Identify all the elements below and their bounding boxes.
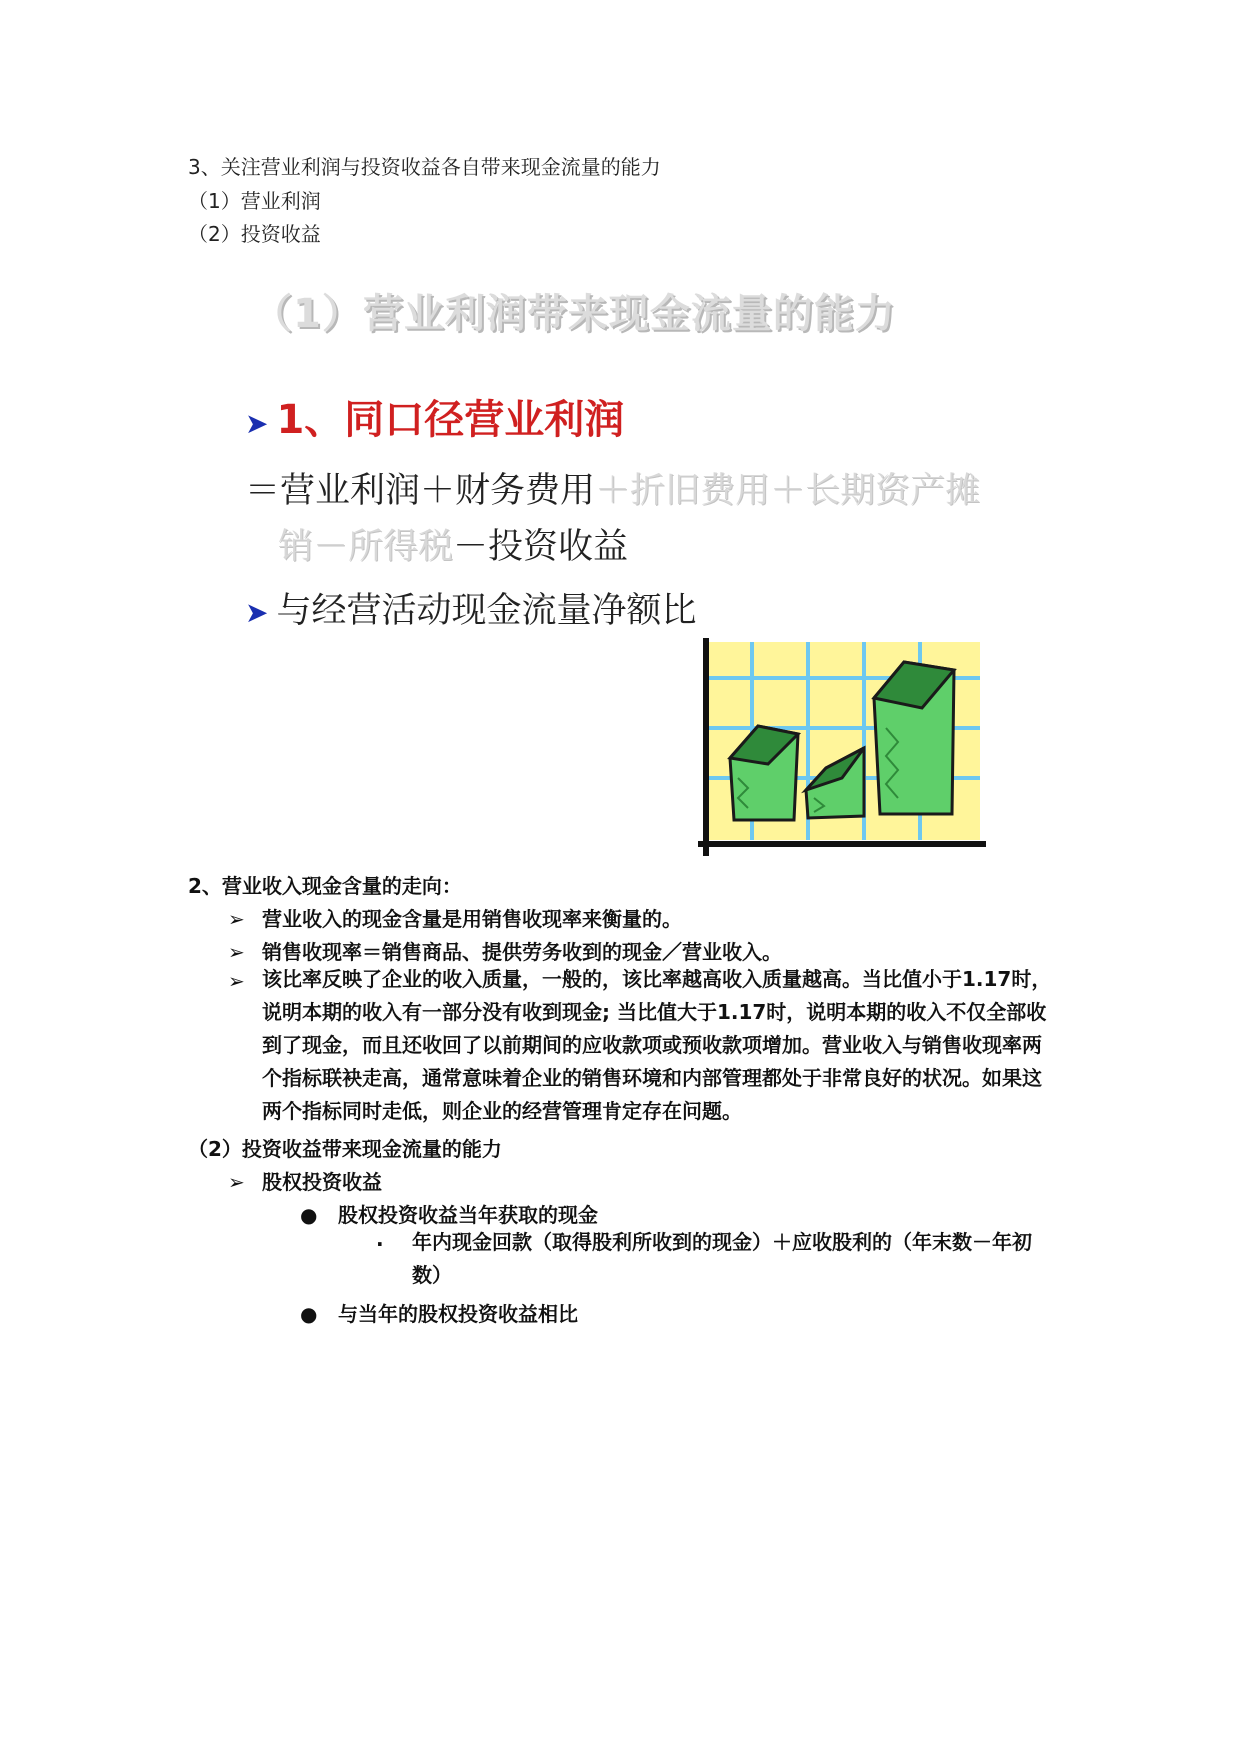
header-line-3: （2）投资收益 xyxy=(188,222,321,246)
arrow-bullet-icon: ➢ xyxy=(228,907,245,931)
section3-sub1-detail: 年内现金回款（取得股利所收到的现金）＋应收股利的（年末数－年初数） xyxy=(412,1230,1032,1287)
arrow-bullet-icon: ➢ xyxy=(228,940,245,964)
slide-formula-line-2 xyxy=(278,519,628,569)
section2-item-1 xyxy=(228,903,682,932)
section2-paragraph: 该比率反映了企业的收入质量，一般的，该比率越高收入质量越高。当比值小于1.17时，说明本期的收入有一部分没有收到现金; 当比值大于1.17时，说明本期的收入不仅全部收到了现金，而且还收回了以前期间的应收款项或预收款项增加。营业收入与销售收现率两个指标联袂走高，通常意味着企业的销售环境和内部管理都处于非常良好的状况。如果这两个指标同时走低，则企业的经营管理肯定存在问题。 xyxy=(262,967,1052,1123)
dot-bullet-icon: ● xyxy=(300,1203,318,1227)
formula-part-a: ＝营业利润＋财务费用 xyxy=(245,471,596,511)
section2-title: 2、营业收入现金含量的走向： xyxy=(188,874,462,898)
section3-item xyxy=(228,1166,382,1195)
section3-sub2-text: 与当年的股权投资收益相比 xyxy=(338,1302,578,1326)
section3-item-text: 股权投资收益 xyxy=(262,1170,382,1194)
section2-item-2 xyxy=(228,936,782,965)
section2-item-2-text: 销售收现率＝销售商品、提供劳务收到的现金／营业收入。 xyxy=(262,940,782,964)
slide-title: （1）营业利润带来现金流量的能力 xyxy=(252,291,896,337)
small-dot-bullet-icon: · xyxy=(376,1232,384,1256)
section3-title: （2）投资收益带来现金流量的能力 xyxy=(188,1137,502,1161)
slide-bullet xyxy=(245,583,696,633)
formula-part-b: ＋折旧费用＋长期资产摊 xyxy=(595,471,981,511)
slide-heading-text: 1、同口径营业利润 xyxy=(276,397,625,443)
section3-sub2 xyxy=(300,1298,578,1327)
formula-part-c: 销－所得税 xyxy=(278,527,454,567)
dot-bullet-icon: ● xyxy=(300,1302,318,1326)
money-growth-chart-icon xyxy=(696,638,988,860)
arrow-bullet-icon: ➢ xyxy=(228,969,245,993)
arrow-bullet-icon: ➢ xyxy=(228,1170,245,1194)
section3-sub1 xyxy=(300,1199,598,1228)
section2-item-1-text: 营业收入的现金含量是用销售收现率来衡量的。 xyxy=(262,907,682,931)
slide-formula-line-1 xyxy=(245,463,980,513)
formula-part-d: －投资收益 xyxy=(453,527,629,567)
slide-heading xyxy=(245,388,624,445)
slide-bullet-text: 与经营活动现金流量净额比 xyxy=(276,591,697,631)
arrow-bullet-icon: ➤ xyxy=(245,596,269,629)
arrow-bullet-icon: ➤ xyxy=(245,407,269,440)
section3-sub1-text: 股权投资收益当年获取的现金 xyxy=(338,1203,598,1227)
header-line-2: （1）营业利润 xyxy=(188,189,321,213)
header-line-1: 3、关注营业利润与投资收益各自带来现金流量的能力 xyxy=(188,155,661,179)
